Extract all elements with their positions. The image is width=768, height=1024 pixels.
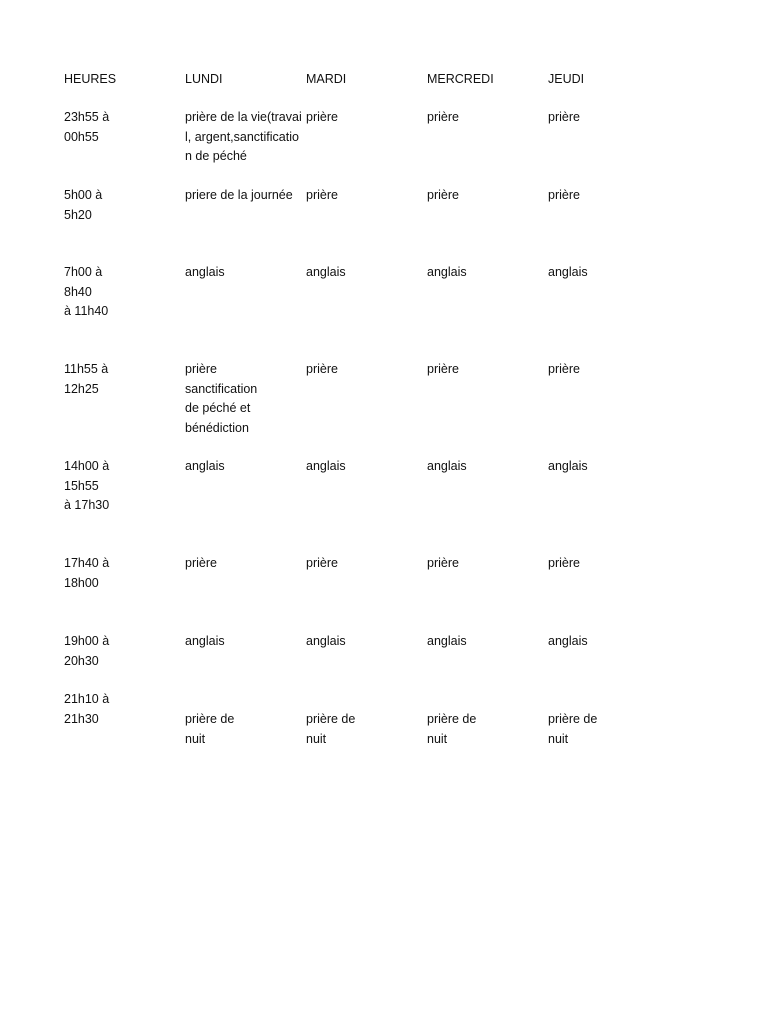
schedule-cell: prière	[427, 110, 459, 124]
schedule-cell: anglais	[548, 265, 588, 279]
schedule-cell: anglais	[548, 634, 588, 648]
header-lundi: LUNDI	[185, 72, 223, 86]
time-cell: 21h10 à 21h30	[64, 692, 110, 726]
schedule-cell: prière	[427, 188, 459, 202]
time-cell: 19h00 à 20h30	[64, 634, 110, 668]
time-cell: 14h00 à 15h55 à 17h30	[64, 459, 110, 512]
schedule-cell: prière	[548, 556, 580, 570]
schedule-cell: prière sanctification de péché et bénédiction	[185, 362, 258, 435]
schedule-cell: anglais	[427, 459, 467, 473]
schedule-cell: anglais	[306, 459, 346, 473]
schedule-cell: prière de nuit	[427, 712, 477, 746]
header-jeudi: JEUDI	[548, 72, 585, 86]
schedule-cell: prière	[548, 188, 580, 202]
schedule-cell: anglais	[306, 634, 346, 648]
time-cell: 11h55 à 12h25	[64, 362, 109, 396]
header-mercredi: MERCREDI	[427, 72, 494, 86]
schedule-cell: anglais	[306, 265, 346, 279]
schedule-cell: anglais	[185, 459, 225, 473]
time-cell: 23h55 à 00h55	[64, 110, 110, 144]
schedule-cell: prière	[306, 362, 338, 376]
schedule-cell: prière de la vie(travail, argent,sanctification de péché	[185, 110, 302, 163]
schedule-cell: prière	[306, 110, 338, 124]
schedule-cell: prière de nuit	[306, 712, 356, 746]
schedule-cell: anglais	[427, 265, 467, 279]
schedule-cell: anglais	[185, 265, 225, 279]
schedule-cell: anglais	[548, 459, 588, 473]
header-heures: HEURES	[64, 72, 117, 86]
schedule-cell: prière de nuit	[548, 712, 598, 746]
schedule-cell: anglais	[427, 634, 467, 648]
schedule-cell: prière de nuit	[185, 712, 235, 746]
schedule-cell: prière	[548, 110, 580, 124]
header-mardi: MARDI	[306, 72, 347, 86]
schedule-cell: prière	[306, 188, 338, 202]
schedule-cell: prière	[185, 556, 217, 570]
time-cell: 5h00 à 5h20	[64, 188, 103, 222]
time-cell: 7h00 à 8h40 à 11h40	[64, 265, 109, 318]
schedule-cell: prière	[427, 362, 459, 376]
time-cell: 17h40 à 18h00	[64, 556, 110, 590]
schedule-cell: anglais	[185, 634, 225, 648]
schedule-cell: prière	[548, 362, 580, 376]
schedule-cell: prière	[427, 556, 459, 570]
schedule-cell: prière	[306, 556, 338, 570]
schedule-cell: priere de la journée	[185, 188, 293, 202]
